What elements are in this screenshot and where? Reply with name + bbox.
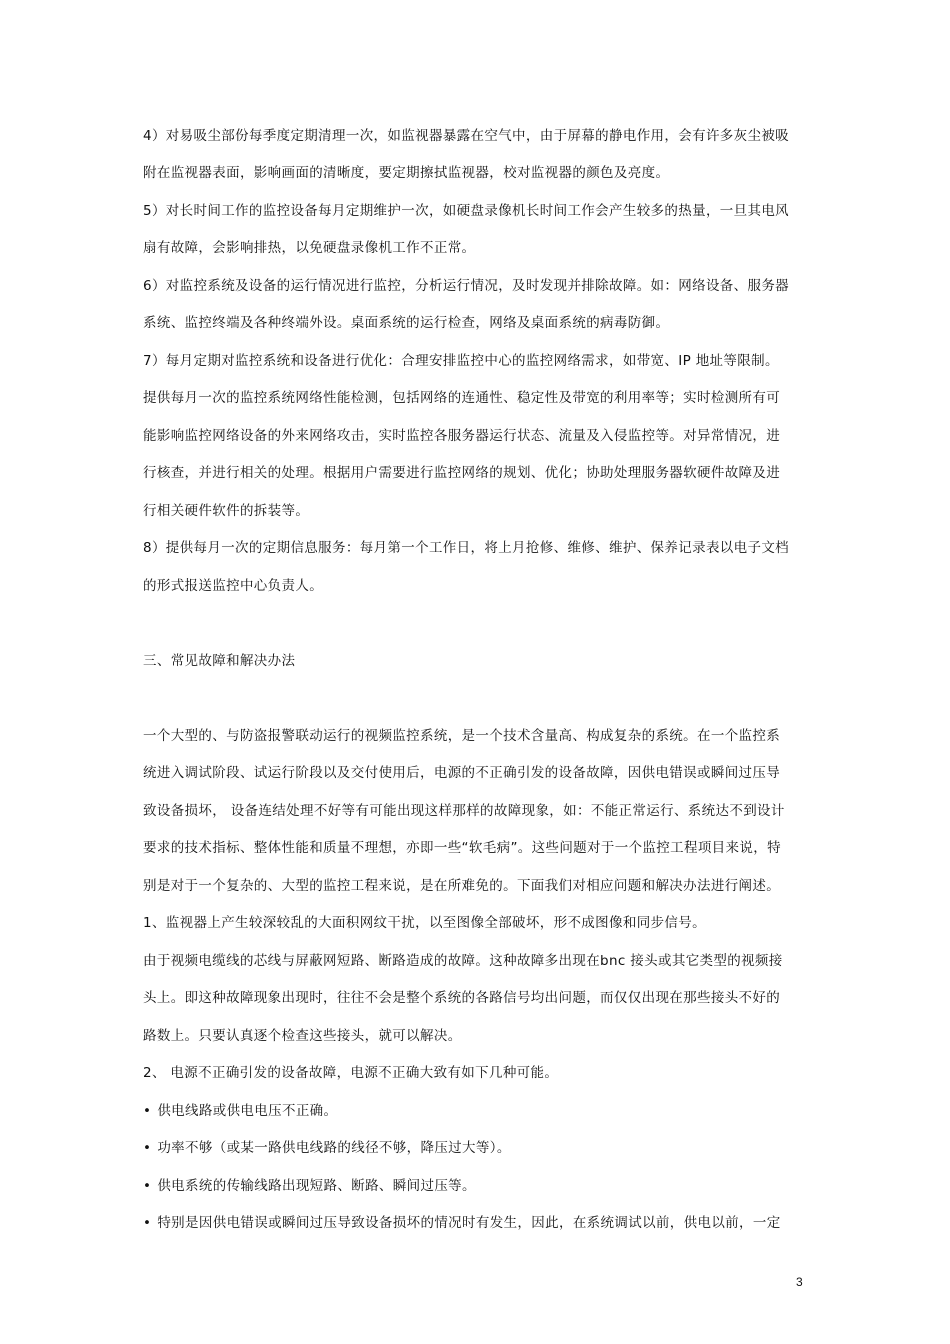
paragraph-line: 头上。即这种故障现象出现时，往往不会是整个系统的各路信号均出问题，而仅仅出现在那些接头不好的 (143, 990, 781, 1006)
paragraph-line: 行核查，并进行相关的处理。根据用户需要进行监控网络的规划、优化；协助处理服务器软硬件故障及进 (143, 465, 781, 481)
bullet-item: • 功率不够（或某一路供电线路的线径不够，降压过大等）。 (143, 1138, 811, 1158)
paragraph-line: 统进入调试阶段、试运行阶段以及交付使用后，电源的不正确引发的设备故障，因供电错误或瞬间过压导 (143, 765, 781, 781)
paragraph-line: 6）对监控系统及设备的运行情况进行监控，分析运行情况，及时发现并排除故障。如：网络设备、服务器 (143, 278, 790, 294)
paragraph-line: 扇有故障，会影响排热，以免硬盘录像机工作不正常。 (143, 240, 476, 256)
paragraph-line: 路数上。只要认真逐个检查这些接头，就可以解决。 (143, 1028, 462, 1044)
paragraph-line: 提供每月一次的监控系统网络性能检测，包括网络的连通性、稳定性及带宽的利用率等；实时检测所有可 (143, 390, 781, 406)
paragraph-line: 别是对于一个复杂的、大型的监控工程来说，是在所难免的。下面我们对相应问题和解决办法进行阐述。 (143, 878, 781, 894)
paragraph-line: 1、监视器上产生较深较乱的大面积网纹干扰，以至图像全部破坏，形不成图像和同步信号。 (143, 915, 706, 931)
paragraph-line: 4）对易吸尘部份每季度定期清理一次，如监视器暴露在空气中，由于屏幕的静电作用，会有许多灰尘被吸 (143, 128, 790, 144)
paragraph-line: 8）提供每月一次的定期信息服务：每月第一个工作日，将上月抢修、维修、维护、保养记录表以电子文档 (143, 540, 790, 556)
paragraph-line: 附在监视器表面，影响画面的清晰度，要定期擦拭监视器，校对监视器的颜色及亮度。 (143, 165, 670, 181)
bullet-item: • 供电线路或供电电压不正确。 (143, 1101, 811, 1121)
paragraph-line: 2、 电源不正确引发的设备故障，电源不正确大致有如下几种可能。 (143, 1065, 559, 1081)
paragraph-line: 行相关硬件软件的拆装等。 (143, 503, 310, 519)
paragraph-line: 系统、监控终端及各种终端外设。桌面系统的运行检查，网络及桌面系统的病毒防御。 (143, 315, 670, 331)
paragraph-line: 7）每月定期对监控系统和设备进行优化：合理安排监控中心的监控网络需求，如带宽、IP 地址等限制。 (143, 353, 779, 369)
bullet-item: • 供电系统的传输线路出现短路、断路、瞬间过压等。 (143, 1176, 811, 1196)
section-heading: 三、常见故障和解决办法 (143, 653, 296, 669)
paragraph-line: 致设备损坏， 设备连结处理不好等有可能出现这样那样的故障现象，如：不能正常运行、系统达不到设计 (143, 803, 785, 819)
paragraph-line: 5）对长时间工作的监控设备每月定期维护一次，如硬盘录像机长时间工作会产生较多的热量，一旦其电风 (143, 203, 790, 219)
page-number: 3 (796, 1275, 803, 1289)
paragraph-line: 由于视频电缆线的芯线与屏蔽网短路、断路造成的故障。这种故障多出现在bnc 接头或其它类型的视频接 (143, 953, 783, 969)
paragraph-line: 能影响监控网络设备的外来网络攻击，实时监控各服务器运行状态、流量及入侵监控等。对异常情况，进 (143, 428, 781, 444)
paragraph-line: 要求的技术指标、整体性能和质量不理想，亦即一些“软毛病”。这些问题对于一个监控工程项目来说，特 (143, 840, 781, 856)
paragraph-line: 的形式报送监控中心负责人。 (143, 578, 324, 594)
bullet-item: • 特别是因供电错误或瞬间过压导致设备损坏的情况时有发生，因此，在系统调试以前，供电以前，一定 (143, 1213, 811, 1233)
paragraph-line: 一个大型的、与防盗报警联动运行的视频监控系统，是一个技术含量高、构成复杂的系统。在一个监控系 (143, 728, 781, 744)
